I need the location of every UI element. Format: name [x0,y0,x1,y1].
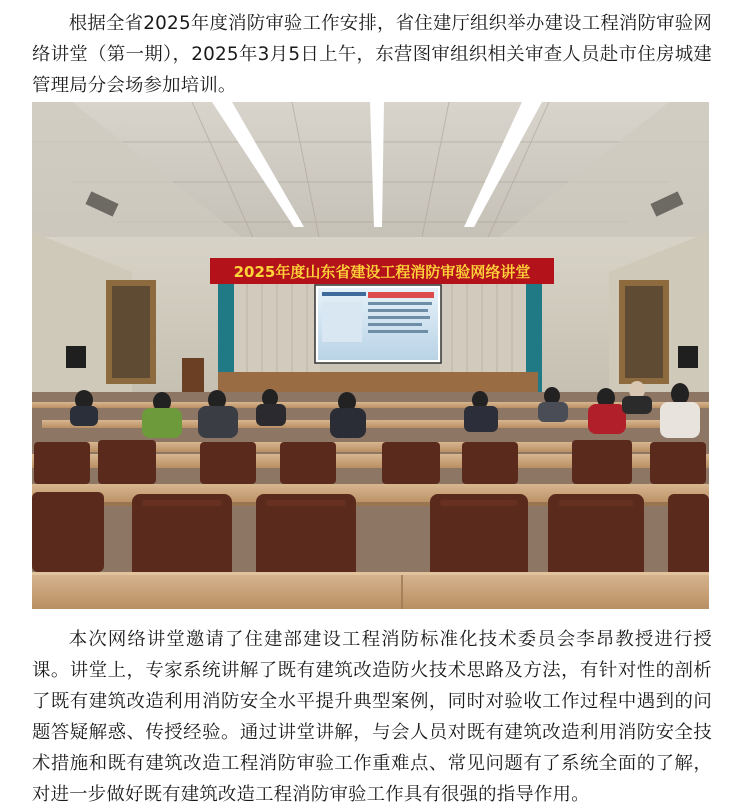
body-paragraph: 本次网络讲堂邀请了住建部建设工程消防标准化技术委员会李昂教授进行授课。讲堂上，专家系统讲解了既有建筑改造防火技术思路及方法，有针对性的剖析了既有建筑改造利用消防安全水平提升典型案例，同时对验收工作过程中遇到的问题答疑解惑、传授经验。通过讲堂讲解，与会人员对既有建筑改造利用消防安全技术措施和既有建筑改造工程消防审验工作重难点、常见问题有了系统全面的了解，对进一步做好既有建筑改造工程消防审验工作具有很强的指导作用。 [32,629,712,805]
intro-paragraph: 根据全省2025年度消防审验工作安排，省住建厅组织举办建设工程消防审验网络讲堂（第一期），2025年3月5日上午，东营图审组织相关审查人员赴市住房城建管理局分会场参加培训。 [32,13,712,96]
meeting-photo [32,102,709,609]
banner-text: 2025年度山东省建设工程消防审验网络讲堂 [233,263,531,281]
